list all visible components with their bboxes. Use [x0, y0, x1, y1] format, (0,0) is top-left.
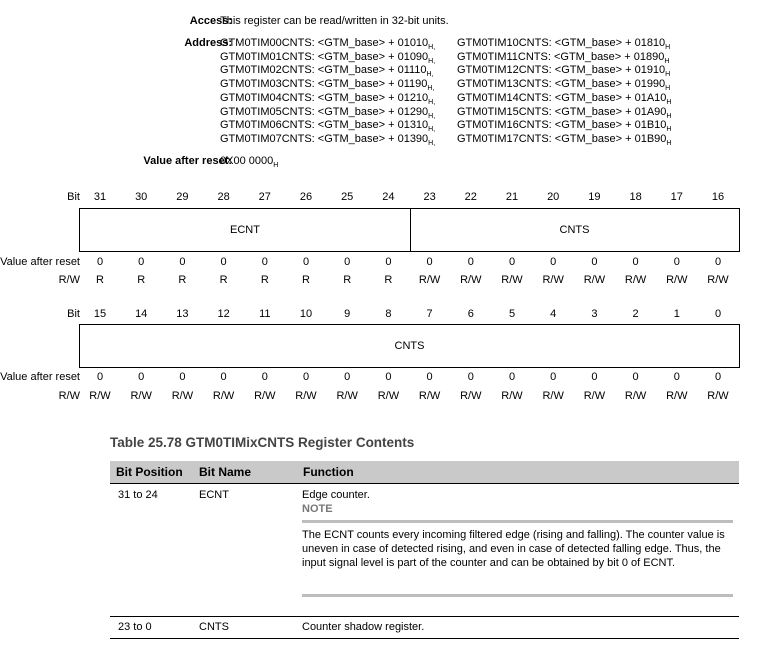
- upper-reset-value: 0: [591, 256, 598, 268]
- lower-access-value: R/W: [707, 390, 729, 402]
- upper-bit-number: 30: [135, 191, 148, 203]
- upper-access-value: R/W: [542, 274, 564, 286]
- upper-bit-number: 19: [588, 191, 601, 203]
- lower-reset-value: 0: [302, 371, 310, 383]
- lower-bit-number: 10: [299, 308, 313, 320]
- upper-bit-number: 22: [464, 191, 477, 203]
- upper-reset-value: 0: [138, 256, 145, 268]
- lower-bit-number: 2: [632, 308, 639, 320]
- lower-bit-number: 7: [426, 308, 433, 320]
- lower-access-value: R/W: [460, 390, 482, 402]
- lower-access-value: R/W: [501, 390, 523, 402]
- row1-note-label: NOTE: [302, 503, 333, 515]
- lower-access-value: R/W: [624, 390, 647, 402]
- row1-function: Edge counter.: [302, 489, 370, 501]
- lower-bit-number: 5: [508, 308, 516, 320]
- upper-bit-number: 18: [629, 191, 642, 203]
- address-left-0: [220, 37, 435, 51]
- address-right-suffix: H: [665, 85, 671, 93]
- upper-access-value: R: [137, 274, 146, 286]
- address-right-suffix: H: [665, 44, 671, 51]
- lower-register-box: [79, 324, 740, 368]
- lower-reset-value: 0: [714, 371, 722, 383]
- lower-reset-label: Value after reset: [0, 371, 80, 383]
- address-left-4: [220, 92, 435, 106]
- address-left-suffix: H,: [428, 57, 436, 65]
- address-right-suffix: H: [664, 57, 670, 65]
- lower-access-value: R/W: [583, 390, 606, 402]
- lower-reset-value: 0: [138, 371, 145, 383]
- address-right-6: [457, 119, 671, 133]
- field-cnts-lower: CNTS: [394, 340, 425, 352]
- note-bottom-bar: [302, 594, 733, 597]
- lower-access-value: R/W: [666, 390, 688, 402]
- upper-bit-number: 23: [423, 191, 436, 203]
- lower-bit-label: Bit: [67, 308, 80, 320]
- lower-reset-value: 0: [550, 371, 557, 383]
- address-right-text: GTM0TIM10CNTS: <GTM_base> + 01810: [457, 37, 666, 49]
- upper-reset-value: 0: [96, 256, 104, 268]
- lower-access-value: R/W: [130, 390, 152, 402]
- lower-access-value: R/W: [377, 390, 400, 402]
- upper-bit-number: 25: [341, 191, 354, 203]
- upper-reset-value: 0: [385, 256, 392, 268]
- address-right-5: [457, 106, 671, 120]
- table-title: Table 25.78 GTM0TIMixCNTS Register Contents: [110, 435, 415, 450]
- address-left-text: GTM0TIM02CNTS: <GTM_base> + 01110: [220, 64, 427, 77]
- row1-name: ECNT: [199, 489, 229, 501]
- lower-reset-value: 0: [591, 371, 598, 383]
- lower-reset-value: 0: [426, 371, 433, 383]
- note-top-bar: [302, 520, 733, 523]
- address-left-suffix: H,: [426, 71, 434, 79]
- upper-bit-number: 24: [382, 191, 395, 203]
- lower-access-value: R/W: [542, 390, 564, 402]
- address-left-suffix: H,: [428, 98, 436, 106]
- address-right-text: GTM0TIM11CNTS: <GTM_base> + 01890: [457, 50, 665, 63]
- header-function: Function: [303, 465, 354, 479]
- lower-reset-value: 0: [261, 371, 268, 383]
- upper-reset-value: 0: [508, 256, 516, 268]
- lower-bit-number: 4: [550, 308, 557, 320]
- upper-bit-label: Bit: [67, 191, 80, 203]
- lower-bit-number: 8: [385, 308, 392, 320]
- address-left-6: [220, 119, 435, 133]
- upper-bit-number: 16: [711, 191, 725, 203]
- address-right-2: [457, 64, 670, 78]
- lower-bit-number: 9: [344, 308, 351, 320]
- lower-rw-label: R/W: [58, 390, 80, 402]
- upper-reset-value: 0: [550, 256, 557, 268]
- lower-reset-value: 0: [467, 371, 474, 383]
- lower-bit-number: 3: [591, 308, 598, 320]
- lower-reset-value: 0: [385, 371, 392, 383]
- row2-name: CNTS: [199, 621, 229, 633]
- address-right-suffix: H: [666, 139, 672, 147]
- upper-access-value: R/W: [460, 274, 482, 286]
- upper-reset-value: 0: [632, 256, 639, 268]
- address-left-suffix: H,: [427, 85, 435, 93]
- address-right-suffix: H: [665, 71, 671, 79]
- upper-access-value: R: [178, 274, 187, 286]
- lower-access-value: R/W: [336, 390, 358, 402]
- address-left-1: [220, 51, 435, 65]
- row2-function: Counter shadow register.: [302, 621, 425, 633]
- upper-access-value: R: [343, 274, 352, 286]
- lower-reset-value: 0: [344, 371, 351, 383]
- lower-access-value: R/W: [295, 390, 317, 402]
- address-right-3: [457, 78, 670, 92]
- address-left-text: GTM0TIM06CNTS: <GTM_base> + 01310: [220, 119, 429, 132]
- row1-note-text: The ECNT counts every incoming filtered edge (rising and falling). The counter value is uneven in case of detected rising, and even in case of detected falling edge. Thus, the input signal level is part of the counter and can be obtained by bit 0 of ECNT.: [302, 529, 725, 569]
- address-left-suffix: H,: [428, 126, 436, 134]
- upper-reset-value: 0: [344, 256, 351, 268]
- address-left-text: GTM0TIM03CNTS: <GTM_base> + 01190: [220, 78, 428, 91]
- lower-access-value: R/W: [89, 390, 111, 402]
- address-right-text: GTM0TIM15CNTS: <GTM_base> + 01A90: [457, 105, 667, 118]
- address-right-suffix: H: [666, 126, 672, 134]
- lower-reset-value: 0: [96, 371, 104, 383]
- upper-bit-number: 26: [299, 191, 313, 203]
- lower-bit-number: 12: [217, 308, 230, 320]
- lower-reset-value: 0: [673, 371, 680, 383]
- lower-bit-number: 0: [714, 308, 722, 320]
- upper-access-value: R/W: [501, 274, 523, 286]
- address-left-suffix: H,: [428, 44, 436, 51]
- lower-bit-number: 14: [135, 308, 148, 320]
- lower-reset-value: 0: [632, 371, 639, 383]
- upper-bit-number: 17: [670, 191, 683, 203]
- address-right-text: GTM0TIM16CNTS: <GTM_base> + 01B10: [457, 119, 667, 132]
- header-bit-position: Bit Position: [116, 465, 183, 479]
- lower-access-value: R/W: [254, 390, 276, 402]
- address-left-2: [220, 64, 434, 78]
- address-right-4: [457, 92, 671, 106]
- access-value: This register can be read/written in 32-bit units.: [220, 15, 449, 27]
- upper-reset-value: 0: [673, 256, 680, 268]
- address-left-7: [220, 133, 435, 147]
- upper-access-value: R/W: [624, 274, 647, 286]
- reset-value: 0X00 $0000_H$: [220, 155, 279, 169]
- address-left-text: GTM0TIM07CNTS: <GTM_base> + 01390: [220, 132, 429, 145]
- lower-bit-number: 6: [467, 308, 474, 320]
- upper-reset-value: 0: [179, 256, 186, 268]
- upper-bit-number: 31: [93, 191, 107, 203]
- upper-access-value: R/W: [583, 274, 606, 286]
- lower-reset-value: 0: [220, 371, 227, 383]
- lower-access-value: R/W: [171, 390, 194, 402]
- upper-access-value: R: [384, 274, 393, 286]
- upper-reset-value: 0: [220, 256, 227, 268]
- lower-bit-number: 1: [673, 308, 680, 320]
- address-left-suffix: H,: [428, 139, 436, 147]
- upper-access-value: R: [96, 274, 104, 286]
- address-right-text: GTM0TIM14CNTS: <GTM_base> + 01A10: [457, 91, 667, 104]
- lower-reset-value: 0: [508, 371, 516, 383]
- address-left-text: GTM0TIM01CNTS: <GTM_base> + 01090: [220, 50, 429, 63]
- lower-reset-value: 0: [179, 371, 186, 383]
- address-left-suffix: H,: [428, 112, 436, 120]
- lower-bit-number: 11: [259, 308, 271, 320]
- address-right-1: [457, 51, 669, 65]
- upper-register-box: [79, 208, 740, 252]
- upper-bit-number: 28: [217, 191, 230, 203]
- upper-rw-label: R/W: [58, 274, 80, 286]
- address-right-0: [457, 37, 670, 51]
- upper-reset-value: 0: [302, 256, 310, 268]
- access-label: Access:: [189, 15, 232, 27]
- address-left-text: GTM0TIM05CNTS: <GTM_base> + 01290: [220, 105, 429, 118]
- table-bottom-rule: [110, 638, 739, 639]
- header-bit-name: Bit Name: [199, 465, 252, 479]
- upper-reset-value: 0: [426, 256, 433, 268]
- upper-access-value: R/W: [666, 274, 688, 286]
- field-cnts-upper: CNTS: [559, 224, 590, 236]
- address-right-7: [457, 133, 671, 147]
- address-left-3: [220, 78, 434, 92]
- row-rule: [110, 616, 739, 617]
- address-right-suffix: H: [666, 112, 672, 120]
- upper-bit-number: 27: [258, 191, 271, 203]
- address-left-text: GTM0TIM00CNTS: <GTM_base> + 01010: [220, 37, 429, 49]
- lower-access-value: R/W: [212, 390, 235, 402]
- header-rule: [110, 483, 739, 484]
- lower-bit-number: 15: [93, 308, 107, 320]
- upper-access-value: R: [302, 274, 310, 286]
- address-right-suffix: H: [666, 98, 672, 106]
- address-right-text: GTM0TIM17CNTS: <GTM_base> + 01B90: [457, 132, 667, 145]
- address-label: Address:: [184, 37, 232, 49]
- upper-access-value: R/W: [418, 274, 441, 286]
- upper-bit-number: 29: [176, 191, 189, 203]
- reset-label: Value after reset:: [143, 155, 232, 167]
- address-left-text: GTM0TIM04CNTS: <GTM_base> + 01210: [220, 91, 429, 104]
- upper-bit-number: 21: [505, 191, 519, 203]
- lower-bit-number: 13: [176, 308, 189, 320]
- upper-access-value: R/W: [707, 274, 729, 286]
- upper-reset-value: 0: [261, 256, 268, 268]
- lower-access-value: R/W: [418, 390, 441, 402]
- upper-reset-value: 0: [467, 256, 474, 268]
- upper-access-value: R: [260, 274, 269, 286]
- upper-access-value: R: [219, 274, 228, 286]
- address-right-text: GTM0TIM12CNTS: <GTM_base> + 01910: [457, 64, 666, 77]
- address-right-text: GTM0TIM13CNTS: <GTM_base> + 01990: [457, 78, 666, 91]
- address-left-5: [220, 106, 435, 120]
- row1-position: 31 to 24: [118, 489, 158, 501]
- row2-position: 23 to 0: [118, 621, 152, 633]
- field-ecnt: ECNT: [230, 224, 260, 236]
- upper-reset-value: 0: [714, 256, 722, 268]
- upper-bit-number: 20: [547, 191, 560, 203]
- upper-reset-label: Value after reset: [0, 256, 80, 268]
